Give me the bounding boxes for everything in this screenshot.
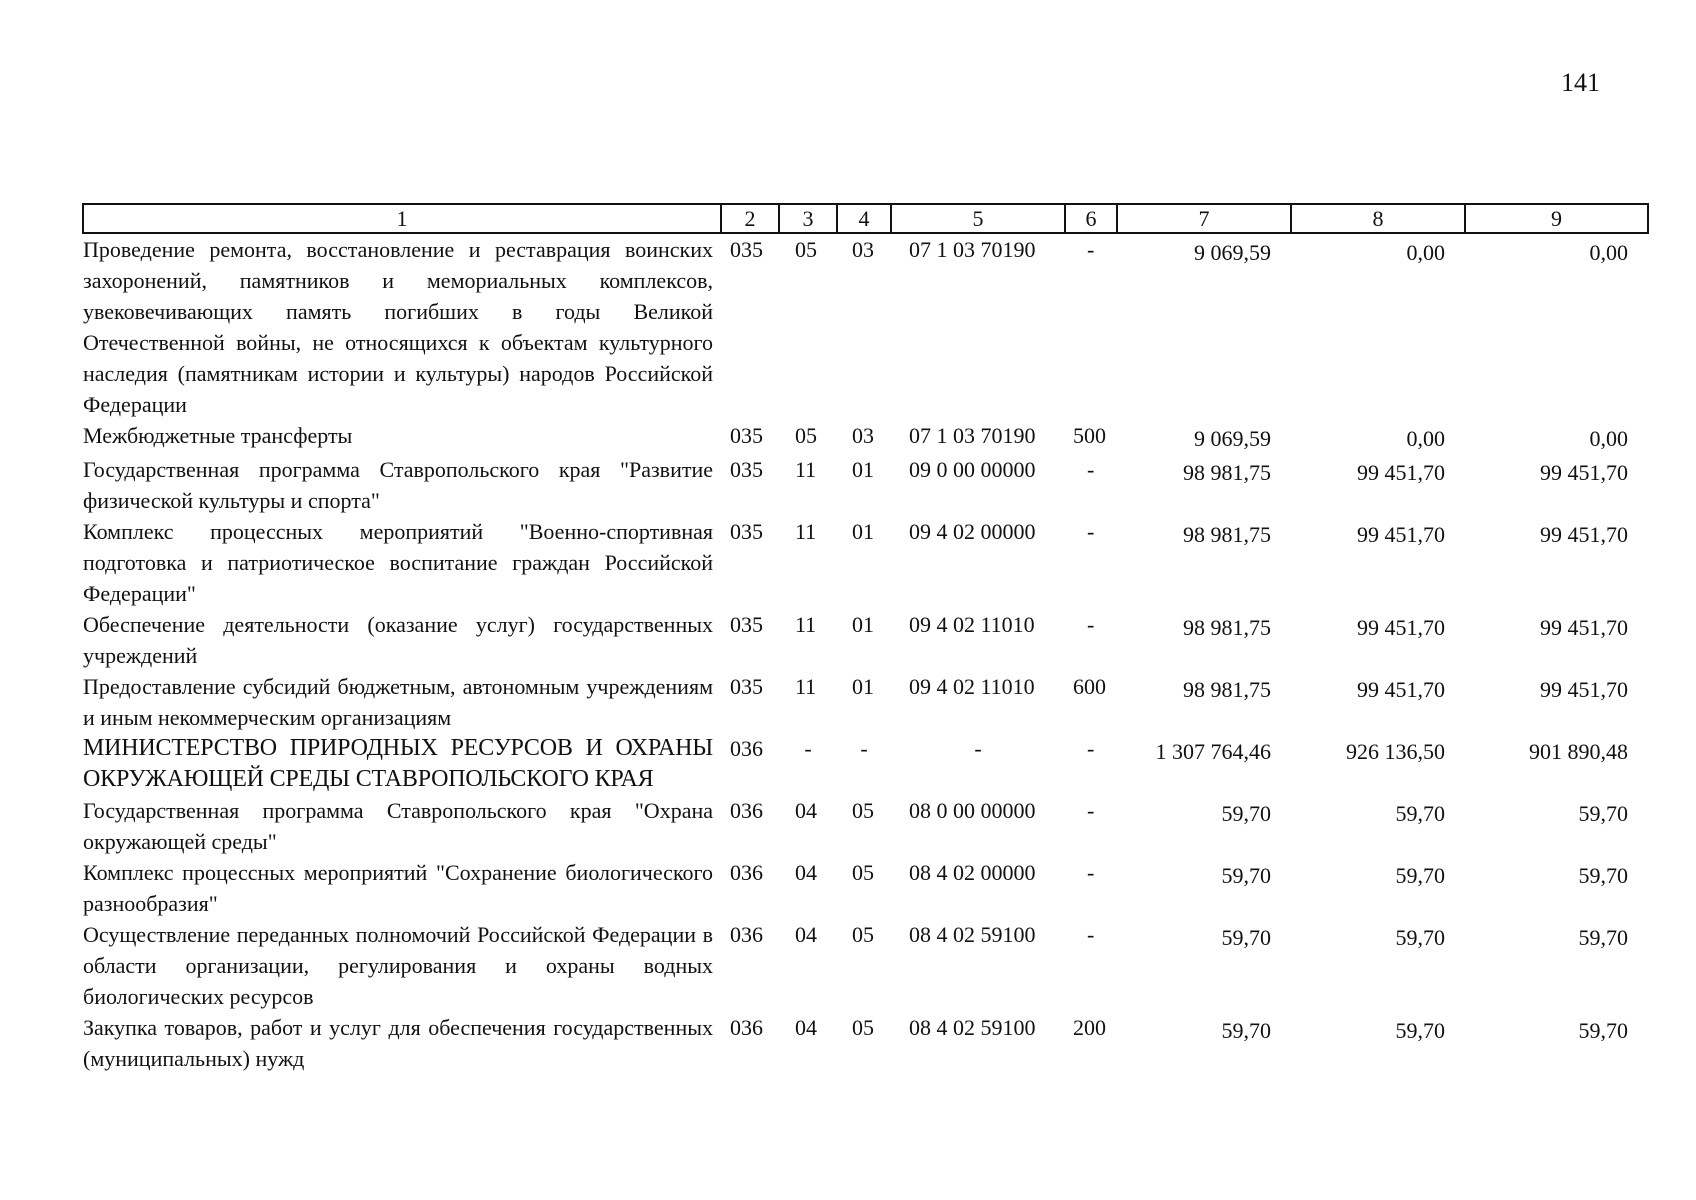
row-ministry-code: 035 (730, 423, 763, 448)
column-header-2: 2 (721, 204, 779, 233)
row-amount-9: 59,70 (1578, 801, 1628, 826)
row-amount-9: 99 451,70 (1540, 522, 1628, 547)
row-ministry-code: 035 (730, 519, 763, 544)
row-amount-9: 99 451,70 (1540, 615, 1628, 640)
table-header-row (83, 204, 1648, 233)
column-header-4: 4 (837, 204, 891, 233)
row-subsection: 03 (852, 423, 874, 448)
row-amount-8: 99 451,70 (1357, 615, 1445, 640)
column-header-3: 3 (779, 204, 837, 233)
row-target-article: 08 4 02 59100 (909, 1015, 1036, 1040)
row-target-article: 07 1 03 70190 (909, 237, 1036, 262)
row-amount-7: 59,70 (1221, 863, 1271, 888)
row-section: 04 (795, 860, 817, 885)
row-amount-9: 99 451,70 (1540, 677, 1628, 702)
row-name: Государственная программа Ставропольского края "Охрана окружающей среды" (83, 798, 713, 854)
row-section: 05 (795, 423, 817, 448)
row-amount-9: 59,70 (1578, 863, 1628, 888)
row-ministry-code: 036 (730, 798, 763, 823)
row-ministry-code: 035 (730, 612, 763, 637)
row-name: МИНИСТЕРСТВО ПРИРОДНЫХ РЕСУРСОВ И ОХРАНЫ ОКРУЖАЮЩЕЙ СРЕДЫ СТАВРОПОЛЬСКОГО КРАЯ (83, 735, 713, 792)
row-ministry-code: 035 (730, 237, 763, 262)
row-subsection: 01 (852, 612, 874, 637)
table-row (83, 454, 1648, 516)
row-target-article: 09 4 02 00000 (909, 519, 1036, 544)
row-target-article: 08 0 00 00000 (909, 798, 1036, 823)
row-section: 11 (795, 612, 817, 637)
row-amount-8: 926 136,50 (1346, 739, 1445, 764)
column-header-9: 9 (1465, 204, 1648, 233)
row-section: - (804, 736, 812, 761)
row-name: Осуществление переданных полномочий Российской Федерации в области организации, регулирования и охраны водных биологических ресурсов (83, 922, 713, 1009)
budget-table (82, 203, 1649, 1074)
row-amount-9: 0,00 (1589, 240, 1628, 265)
row-target-article: 09 0 00 00000 (909, 457, 1036, 482)
table-row (83, 516, 1648, 609)
row-amount-9: 59,70 (1578, 925, 1628, 950)
row-subsection: 01 (852, 519, 874, 544)
table-row (83, 857, 1648, 919)
column-header-1: 1 (83, 204, 721, 233)
row-name: Проведение ремонта, восстановление и реставрация воинских захоронений, памятников и мемориальных комплексов, увековечивающих память погибших в годы Великой Отечественной войны, не относящихся к объектам культурного наследия (памятникам истории и культуры) народов Российской Федерации (83, 237, 713, 417)
row-amount-9: 901 890,48 (1529, 739, 1628, 764)
row-amount-7: 98 981,75 (1183, 677, 1271, 702)
row-section: 04 (795, 798, 817, 823)
row-expense-type: - (1087, 519, 1095, 544)
row-section: 11 (795, 674, 817, 699)
row-amount-9: 99 451,70 (1540, 460, 1628, 485)
row-expense-type: - (1087, 860, 1095, 885)
table-row (83, 795, 1648, 857)
row-amount-7: 9 069,59 (1194, 240, 1271, 265)
row-ministry-code: 035 (730, 457, 763, 482)
row-section: 11 (795, 457, 817, 482)
row-amount-8: 99 451,70 (1357, 677, 1445, 702)
row-subsection: 01 (852, 457, 874, 482)
row-subsection: 01 (852, 674, 874, 699)
row-expense-type: - (1087, 612, 1095, 637)
row-ministry-code: 036 (730, 922, 763, 947)
row-section: 04 (795, 1015, 817, 1040)
table-row (83, 671, 1648, 733)
row-amount-8: 59,70 (1395, 863, 1445, 888)
row-name: Комплекс процессных мероприятий "Военно-спортивная подготовка и патриотическое воспитание граждан Российской Федерации" (83, 519, 713, 606)
row-target-article: 09 4 02 11010 (909, 612, 1035, 637)
row-amount-8: 0,00 (1406, 426, 1445, 451)
row-amount-9: 0,00 (1589, 426, 1628, 451)
row-amount-9: 59,70 (1578, 1018, 1628, 1043)
row-amount-8: 0,00 (1406, 240, 1445, 265)
row-target-article: 09 4 02 11010 (909, 674, 1035, 699)
row-expense-type: - (1087, 798, 1095, 823)
row-amount-8: 59,70 (1395, 925, 1445, 950)
row-subsection: 05 (852, 922, 874, 947)
row-amount-8: 59,70 (1395, 801, 1445, 826)
row-ministry-code: 036 (730, 1015, 763, 1040)
row-subsection: 05 (852, 798, 874, 823)
row-expense-type: - (1087, 736, 1095, 761)
row-amount-7: 98 981,75 (1183, 522, 1271, 547)
table-row (83, 233, 1648, 420)
row-target-article: - (974, 736, 982, 761)
column-header-7: 7 (1117, 204, 1291, 233)
row-amount-7: 59,70 (1221, 801, 1271, 826)
row-subsection: - (860, 736, 868, 761)
row-expense-type: - (1087, 922, 1095, 947)
row-name: Предоставление субсидий бюджетным, автономным учреждениям и иным некоммерческим организациям (83, 674, 713, 730)
row-amount-8: 99 451,70 (1357, 522, 1445, 547)
table-row (83, 1012, 1648, 1074)
row-name: Государственная программа Ставропольского края "Развитие физической культуры и спорта" (83, 457, 713, 513)
page-number: 141 (1561, 68, 1600, 97)
table-row (83, 609, 1648, 671)
row-name: Закупка товаров, работ и услуг для обеспечения государственных (муниципальных) нужд (83, 1015, 713, 1071)
row-amount-8: 99 451,70 (1357, 460, 1445, 485)
row-ministry-code: 036 (730, 736, 763, 761)
row-name: Обеспечение деятельности (оказание услуг) государственных учреждений (83, 612, 713, 668)
row-subsection: 05 (852, 1015, 874, 1040)
row-amount-8: 59,70 (1395, 1018, 1445, 1043)
column-header-6: 6 (1065, 204, 1117, 233)
row-ministry-code: 035 (730, 674, 763, 699)
row-target-article: 08 4 02 59100 (909, 922, 1036, 947)
row-section: 04 (795, 922, 817, 947)
table-row (83, 919, 1648, 1012)
row-subsection: 03 (852, 237, 874, 262)
row-expense-type: 500 (1073, 423, 1106, 448)
row-name: Межбюджетные трансферты (83, 423, 353, 448)
column-header-8: 8 (1291, 204, 1465, 233)
row-expense-type: - (1087, 237, 1095, 262)
row-amount-7: 9 069,59 (1194, 426, 1271, 451)
row-ministry-code: 036 (730, 860, 763, 885)
row-target-article: 08 4 02 00000 (909, 860, 1036, 885)
row-section: 11 (795, 519, 817, 544)
row-amount-7: 59,70 (1221, 925, 1271, 950)
row-expense-type: 200 (1073, 1015, 1106, 1040)
row-amount-7: 98 981,75 (1183, 615, 1271, 640)
row-section: 05 (795, 237, 817, 262)
row-name: Комплекс процессных мероприятий "Сохранение биологического разнообразия" (83, 860, 713, 916)
table-row (83, 733, 1648, 795)
column-header-5: 5 (891, 204, 1065, 233)
row-amount-7: 1 307 764,46 (1155, 739, 1271, 764)
row-subsection: 05 (852, 860, 874, 885)
row-target-article: 07 1 03 70190 (909, 423, 1036, 448)
row-expense-type: - (1087, 457, 1095, 482)
row-amount-7: 59,70 (1221, 1018, 1271, 1043)
row-amount-7: 98 981,75 (1183, 460, 1271, 485)
row-expense-type: 600 (1073, 674, 1106, 699)
table-row (83, 420, 1648, 454)
